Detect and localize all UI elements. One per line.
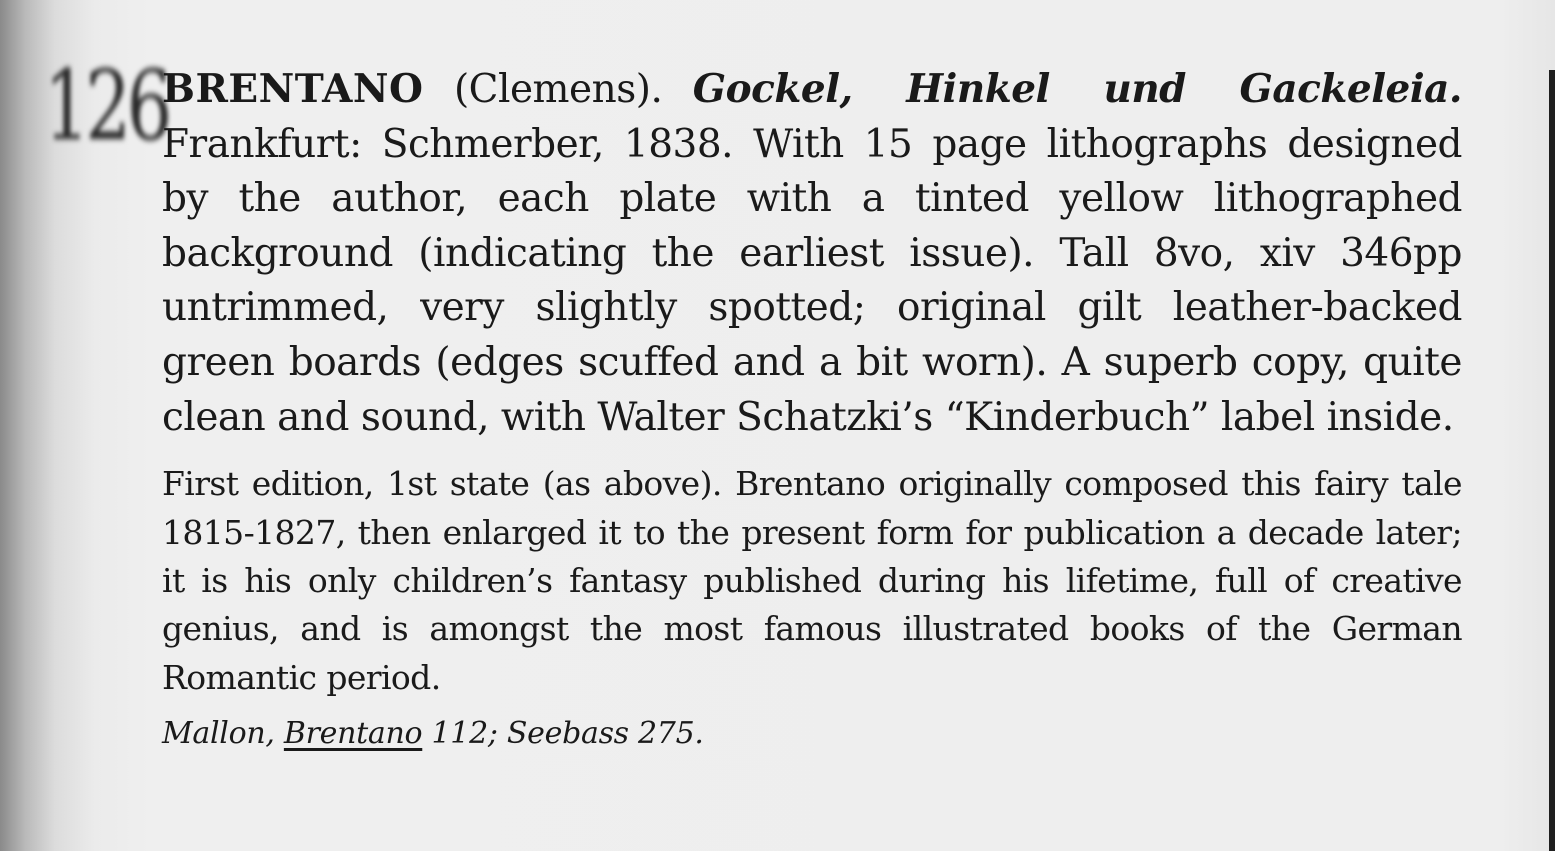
catalogue-entry <box>162 62 1462 784</box>
book-title: Gockel, Hinkel und Gackeleia. <box>692 66 1462 112</box>
lot-number: 126 <box>44 50 168 162</box>
reference-prefix: Mallon, <box>162 716 275 752</box>
description-text: Frankfurt: Schmerber, 1838. With 15 page lithographs designed by the author, each plate with a tinted yellow lithographed background (indicating the earliest issue). Tall 8vo, xiv 346pp untrimmed, very slightly spotted; original gilt leather-backed green boards (edges scuffed and a bit worn). A superb copy, quite clean and sound, with Walter Schatzki’s “Kinderbuch” label inside. <box>162 121 1462 440</box>
entry-description-paragraph <box>162 62 1462 445</box>
author-forename: (Clemens). <box>453 67 663 112</box>
entry-references <box>162 714 1462 754</box>
reference-title: Brentano <box>283 716 423 752</box>
page-edge-shadow <box>1549 70 1555 851</box>
author-name: BRENTANO <box>162 66 424 112</box>
entry-notes-paragraph: First edition, 1st state (as above). Brentano originally composed this fairy tale 1815-1827, then enlarged it to the present form for publication a decade later; it is his only children’s fantasy published during his lifetime, full of creative genius, and is amongst the most famous illustrated books of the German Romantic period. <box>162 464 1462 697</box>
reference-suffix: 112; Seebass 275. <box>431 716 704 752</box>
